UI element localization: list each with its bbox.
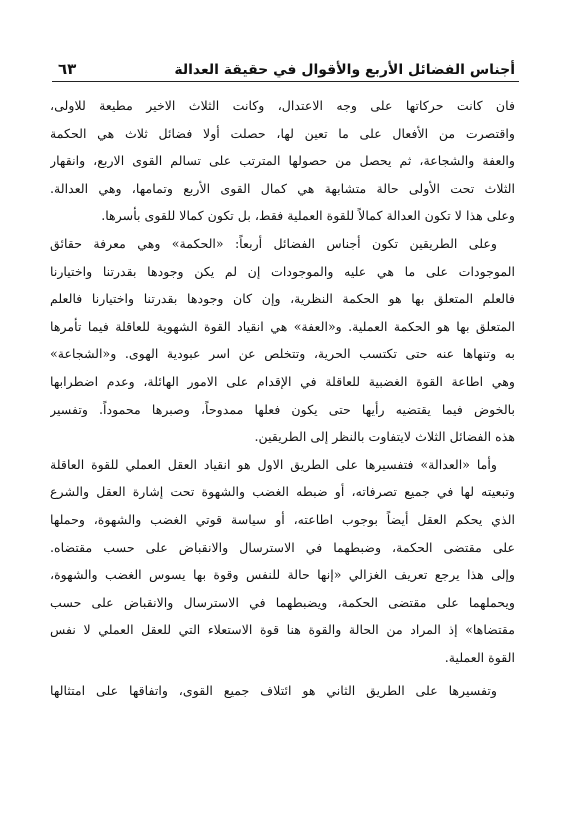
- header-divider: [52, 81, 519, 82]
- text-line: وتفسيرها على الطريق الثاني هو ائتلاف جميع القوى، واتفاقها على امتثالها: [50, 683, 497, 699]
- text-line: القوة العملية.: [444, 649, 515, 665]
- text-line: به وتنهاها عنه حتى تكتسب الحرية، وتتخلص عن اسر عبودية الهوى. و«الشجاعة»: [50, 346, 515, 362]
- paragraph: [50, 230, 515, 451]
- text-line: وتبعيته لها في جميع تصرفاته، أو ضبطه الغضب والشهوة تحت إشارة العقل والشرع: [50, 484, 515, 500]
- paragraph: [50, 451, 515, 672]
- text-line: وعلى الطريقين تكون أجناس الفضائل أربعاً: «الحكمة» وهي معرفة حقائق: [50, 235, 497, 251]
- text-line: هذه الفضائل الثلاث لايتفاوت بالنظر إلى الطريقين.: [254, 429, 515, 445]
- text-line: المتعلق بها هو الحكمة العملية. و«العفة» هي انقياد القوة الشهوية للعاقلة فيما تأمرها: [50, 318, 515, 334]
- text-line: بالخوض فيما يقتضيه رأيها حتى يكون فعلها ممدوحاً، وصبرها محموداً. وتفسير: [50, 401, 515, 417]
- text-line: ويحملهما على مقتضى الحكمة، ويضبطهما في الاسترسال والانقباض على حسب: [50, 594, 515, 610]
- text-line: فان كانت حركاتها على وجه الاعتدال، وكانت الثلاث الاخير مطيعة للاولى،: [50, 98, 515, 113]
- paragraph: [50, 92, 515, 230]
- text-line: الموجودات على ما هي عليه والموجودات إن لم يكن وجودها بقدرتنا واختيارنا: [50, 263, 515, 279]
- body-text: [50, 92, 515, 796]
- paragraph: [50, 677, 515, 705]
- text-line: وأما «العدالة» فتفسيرها على الطريق الاول هو انقياد العقل العملي للقوة العاقلة: [50, 456, 497, 472]
- running-header: [58, 52, 515, 78]
- text-line: الثلاث تحت الأولى حالة متشابهة هي كمال القوى الأربع وتمامها، وهي العدالة.: [50, 180, 515, 196]
- text-line: وعلى هذا لا تكون العدالة كمالاً للقوة العملية فقط، بل تكون كمالا للقوى بأسرها.: [101, 208, 515, 224]
- text-line: فالعلم المتعلق بها هو الحكمة النظرية، وإن كان وجودها بقدرتنا واختيارنا فالعلم: [50, 291, 515, 307]
- text-line: مقتضاها» إذ المراد من الحالة والقوة هنا قوة الاستعلاء التي للعقل العملي لا نفس: [50, 622, 515, 638]
- text-line: وإلى هذا يرجع تعريف الغزالي «إنها حالة للنفس وقوة بها يسوس الغضب والشهوة،: [50, 567, 515, 583]
- text-line: على مقتضى الحكمة، وضبطهما في الاسترسال والانقباض على حسب مقتضاه.: [50, 539, 515, 555]
- chapter-title: أجناس الفضائل الأربع والأقوال في حقيقة العدالة: [174, 62, 515, 78]
- text-line: وهي اطاعة القوة الغضبية للعاقلة في الإقدام على الامور الهائلة، وعدم اضطرابها: [50, 373, 515, 389]
- text-line: الذي يحكم العقل أيضاً بوجوب اطاعته، أو سياسة قوتي الغضب والشهوة، وحملها: [50, 511, 515, 527]
- page-number: ٦٣: [58, 60, 77, 78]
- text-line: والعفة والشجاعة، ثم يحصل من حصولها المترتب على تسالم القوى الاربع، وانقهار: [50, 153, 515, 169]
- text-line: واقتصرت من الأفعال على ما تعين لها، حصلت أولا فضائل ثلاث هي الحكمة: [50, 125, 515, 141]
